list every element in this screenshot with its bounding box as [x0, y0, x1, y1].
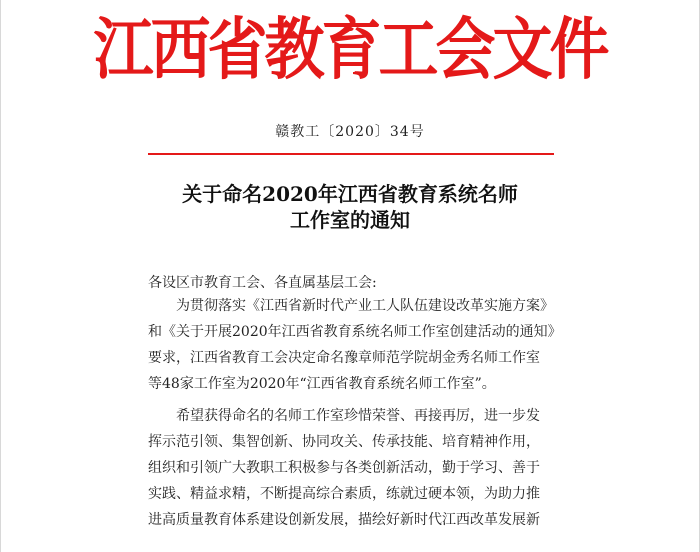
- title-line-1: 关于命名2020年江西省教育系统名师: [182, 182, 518, 206]
- notice-title: [0, 176, 700, 232]
- document-number: 赣教工〔2020〕34号: [275, 124, 425, 140]
- body-line: 为贯彻落实《江西省新时代产业工人队伍建设改革实施方案》: [176, 298, 554, 314]
- notice-body: [148, 293, 572, 533]
- salutation: 各设区市教育工会、各直属基层工会:: [148, 275, 377, 291]
- body-line: 希望获得命名的名师工作室珍惜荣誉、再接再厉，进一步发: [176, 408, 540, 424]
- body-line: 和《关于开展2020年江西省教育系统名师工作室创建活动的通知》: [148, 324, 562, 340]
- body-line: 要求，江西省教育工会决定命名豫章师范学院胡金秀名师工作室: [148, 350, 540, 366]
- body-line: 进高质量教育体系建设创新发展，描绘好新时代江西改革发展新: [148, 512, 540, 528]
- body-line: 实践、精益求精，不断提高综合素质，练就过硬本领，为助力推: [148, 486, 540, 502]
- body-line: 挥示范引领、集智创新、协同攻关、传承技能、培育精神作用，: [148, 434, 540, 450]
- red-separator-line: [148, 153, 554, 155]
- body-line: 组织和引领广大教职工积极参与各类创新活动，勤于学习、善于: [148, 460, 540, 476]
- body-line: 等48家工作室为2020年“江西省教育系统名师工作室”。: [148, 376, 496, 392]
- org-masthead: 江西省教育工会文件: [93, 10, 607, 90]
- title-line-2: 工作室的通知: [290, 208, 410, 232]
